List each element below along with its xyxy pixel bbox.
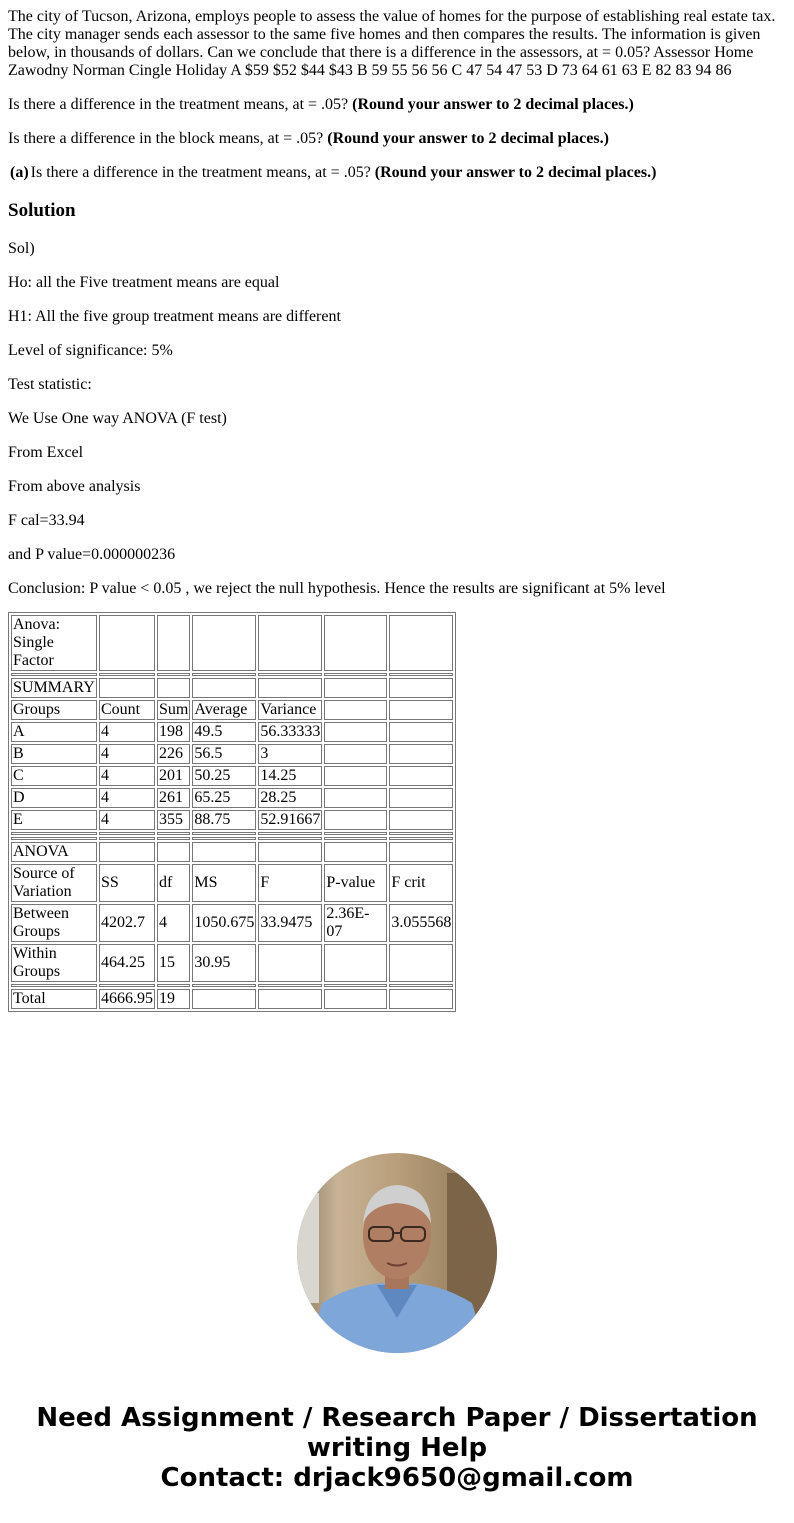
- table-cell: 4202.7: [99, 904, 155, 942]
- solution-line: Level of significance: 5%: [8, 342, 173, 359]
- question-treatment-instruction: (Round your answer to 2 decimal places.): [352, 96, 634, 113]
- table-cell: E: [11, 810, 97, 830]
- table-cell: 4: [99, 766, 155, 786]
- solution-line: We Use One way ANOVA (F test): [8, 410, 227, 427]
- table-cell: 19: [157, 989, 190, 1009]
- table-cell: 56.5: [192, 744, 256, 764]
- table-title-row: [11, 615, 453, 671]
- table-cell: 1050.675: [192, 904, 256, 942]
- table-cell: Total: [11, 989, 97, 1009]
- summary-label: SUMMARY: [11, 678, 97, 698]
- table-cell: [192, 989, 256, 1009]
- question-intro: The city of Tucson, Arizona, employs people to assess the value of homes for the purpose of establishing real estate tax. The city manager sends each assessor to the same five homes and then compares the results. The information is given below, in thousands of dollars. Can we conclude that there is a difference in the assessors, at = 0.05? Assessor Home Zawodny Norman Cingle Holiday A $59 $52 $44 $43 B 59 55 56 56 C 47 54 47 53 D 73 64 61 63 E 82 83 94 86: [8, 8, 776, 79]
- table-row: [11, 810, 453, 830]
- table-cell: 3.055568: [389, 904, 453, 942]
- question-block-instruction: (Round your answer to 2 decimal places.): [327, 130, 609, 147]
- column-header: Average: [192, 700, 256, 720]
- total-row: [11, 989, 453, 1009]
- table-cell: [389, 944, 453, 982]
- table-cell: 65.25: [192, 788, 256, 808]
- column-header: Sum: [159, 701, 189, 718]
- table-row: [11, 944, 453, 982]
- column-header: df: [157, 864, 190, 902]
- table-cell: 201: [157, 766, 190, 786]
- solution-line: F cal=33.94: [8, 512, 85, 529]
- table-cell: 355: [157, 810, 190, 830]
- table-cell: [389, 989, 453, 1009]
- table-cell: 15: [157, 944, 190, 982]
- solution-conclusion: Conclusion: P value < 0.05 , we reject the null hypothesis. Hence the results are significant at 5% level: [8, 580, 666, 597]
- table-cell: 28.25: [258, 788, 322, 808]
- solution-line: H1: All the five group treatment means are different: [8, 308, 341, 325]
- table-cell: 4: [99, 722, 155, 742]
- solution-heading: Solution: [8, 200, 76, 221]
- column-header: Groups: [11, 700, 97, 720]
- table-cell: 2.36E-07: [324, 904, 387, 942]
- column-header: Variance: [258, 700, 322, 720]
- table-cell: [324, 944, 387, 982]
- table-row: [11, 744, 453, 764]
- anova-label: ANOVA: [11, 842, 97, 862]
- question-block-text: Is there a difference in the block means, at = .05?: [8, 130, 328, 147]
- question-treatment-means: [8, 96, 786, 114]
- table-cell: 4: [99, 810, 155, 830]
- part-a-label: (a): [10, 164, 29, 181]
- column-header: SS: [99, 864, 155, 902]
- solution-line: Test statistic:: [8, 376, 92, 393]
- solution-line: From above analysis: [8, 478, 141, 495]
- solution-line: Ho: all the Five treatment means are equal: [8, 274, 280, 291]
- table-row: [11, 766, 453, 786]
- table-cell: A: [11, 722, 97, 742]
- table-cell: Between Groups: [11, 904, 97, 942]
- table-cell: [258, 989, 322, 1009]
- table-cell: 50.25: [192, 766, 256, 786]
- question-block-means: [8, 130, 786, 148]
- table-cell: 56.33333: [260, 723, 321, 740]
- contact-line: Contact: drjack9650@gmail.com: [160, 1463, 634, 1493]
- table-cell: 30.95: [192, 944, 256, 982]
- table-cell: B: [11, 744, 97, 764]
- author-portrait-image: [297, 1153, 497, 1353]
- column-header: Source of Variation: [11, 864, 97, 902]
- table-cell: 261: [157, 788, 190, 808]
- summary-label-row: [11, 678, 453, 698]
- table-cell: 88.75: [192, 810, 256, 830]
- column-header: Count: [99, 700, 155, 720]
- part-a: [10, 164, 786, 182]
- table-cell: C: [11, 766, 97, 786]
- author-avatar: [297, 1153, 497, 1353]
- solution-line: and P value=0.000000236: [8, 546, 176, 563]
- table-row: [11, 722, 453, 742]
- table-title: Anova: Single Factor: [11, 615, 97, 671]
- promo-footer: [0, 1403, 794, 1493]
- table-cell: D: [11, 788, 97, 808]
- anova-header-row: [11, 864, 453, 902]
- table-cell: 4: [99, 788, 155, 808]
- table-cell: 4: [99, 744, 155, 764]
- anova-table: [8, 612, 456, 1012]
- column-header: MS: [192, 864, 256, 902]
- part-a-text: Is there a difference in the treatment means, at = .05?: [30, 164, 375, 181]
- table-cell: [324, 989, 387, 1009]
- table-cell: 4666.95: [101, 990, 153, 1007]
- solution-line: From Excel: [8, 444, 84, 461]
- table-cell: 3: [258, 744, 322, 764]
- column-header: F crit: [389, 864, 453, 902]
- table-cell: 49.5: [192, 722, 256, 742]
- table-cell: 198: [157, 722, 190, 742]
- solution-line: Sol): [8, 240, 35, 257]
- summary-header-row: [11, 700, 453, 720]
- part-a-question: [31, 164, 657, 182]
- table-cell: 14.25: [258, 766, 322, 786]
- table-cell: 464.25: [99, 944, 155, 982]
- table-row: [11, 904, 453, 942]
- column-header: F: [258, 864, 322, 902]
- solution-body: [8, 240, 786, 598]
- table-cell: 226: [157, 744, 190, 764]
- promo-line: Need Assignment / Research Paper / Dissertation: [36, 1403, 758, 1433]
- table-cell: 52.91667: [260, 811, 321, 828]
- table-cell: 33.9475: [258, 904, 322, 942]
- question-treatment-text: Is there a difference in the treatment means, at = .05?: [8, 96, 353, 113]
- column-header: P-value: [324, 864, 387, 902]
- table-row: [11, 788, 453, 808]
- anova-label-row: [11, 842, 453, 862]
- table-cell: [258, 944, 322, 982]
- table-cell: Within Groups: [11, 944, 97, 982]
- promo-line: writing Help: [306, 1433, 488, 1463]
- table-cell: 4: [157, 904, 190, 942]
- part-a-instruction: (Round your answer to 2 decimal places.): [374, 164, 657, 181]
